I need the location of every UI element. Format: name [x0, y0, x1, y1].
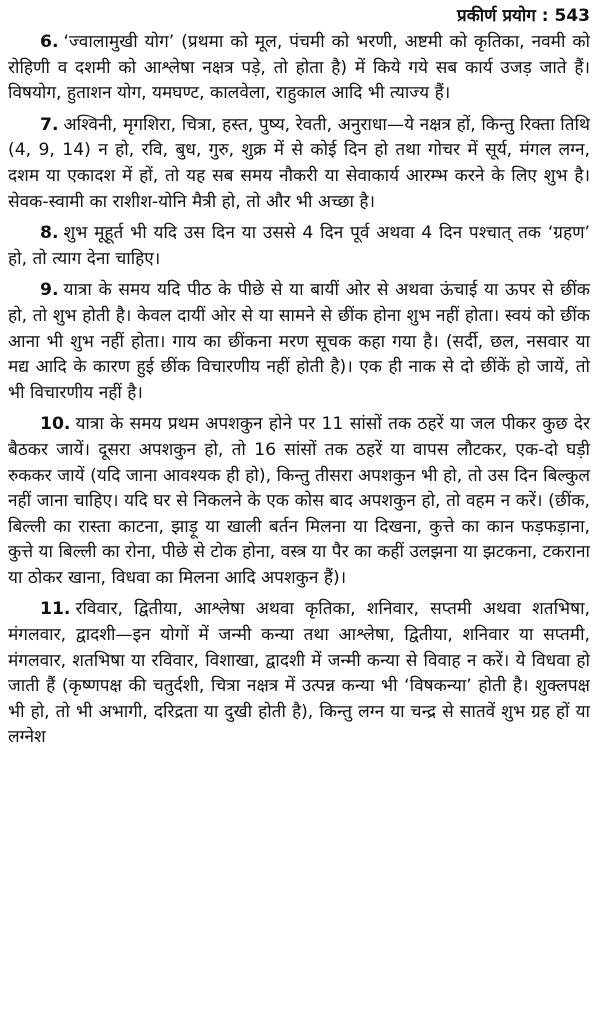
paragraph-number: 10. — [40, 414, 71, 435]
paragraph-text: शुभ मूहूर्त भी यदि उस दिन या उससे 4 दिन पूर्व अथवा 4 दिन पश्चात् तक ‘ग्रहण’ हो, तो त्याग देना चाहिए। — [8, 223, 590, 269]
paragraph-number: 11. — [40, 599, 71, 620]
paragraph-10 — [8, 412, 590, 591]
paragraph-text: रविवार, द्वितीया, आश्लेषा अथवा कृतिका, शनिवार, सप्तमी अथवा शतभिषा, मंगलवार, द्वादशी—इन योगों में जन्मी कन्या तथा आश्लेषा, द्वितीया, शनिवार या सप्तमी, मंगलवार, शतभिषा या रविवार, विशाखा, द्वादशी में जन्मी कन्या से विवाह न करें। ये विधवा हो जाती हैं (कृष्णपक्ष की चतुर्दशी, चित्रा नक्षत्र में उत्पन्न कन्या भी ‘विषकन्या’ होती है। शुक्लपक्ष भी हो, तो भी अभागी, दरिद्रता या दुखी होती है), किन्तु लग्न या चन्द्र से सातवें शुभ ग्रह हों या लग्नेश — [8, 599, 590, 748]
paragraph-6 — [8, 30, 590, 107]
paragraph-text: अश्विनी, मृगशिरा, चित्रा, हस्त, पुष्य, रेवती, अनुराधा—ये नक्षत्र हों, किन्तु रिक्ता तिथि (4, 9, 14) न हो, रवि, बुध, गुरु, शुक्र में से कोई दिन हो तथा गोचर में सूर्य, मंगल लग्न, दशम या एकादश में हों, तो यह सब समय नौकरी या सेवाकार्य आरम्भ करने के लिए शुभ है। सेवक-स्वामी का राशीश-योनि मैत्री हो, तो और भी अच्छा है। — [8, 114, 590, 212]
paragraph-text: ‘ज्वालामुखी योग’ (प्रथमा को मूल, पंचमी को भरणी, अष्टमी को कृतिका, नवमी को रोहिणी व दशमी को आश्लेषा नक्षत्र पड़े, तो होता है) में किये गये सब कार्य उजड़ जाते हैं। विषयोग, हुताशन योग, यमघण्ट, कालवेला, राहुकाल आदि भी त्याज्य हैं। — [8, 32, 590, 104]
paragraph-number: 7. — [40, 114, 59, 135]
paragraph-number: 8. — [40, 223, 59, 244]
paragraph-9 — [8, 278, 590, 406]
paragraph-text: यात्रा के समय यदि पीठ के पीछे से या बायीं ओर से अथवा ऊंचाई या ऊपर से छींक हो, तो शुभ होती है। केवल दायीं ओर से या सामने से छींक होना शुभ नहीं होता। स्वयं को छींक आना भी शुभ नहीं होता। गाय का छींकना मरण सूचक कहा गया है। (सर्दी, छल, नसवार या मद्य आदि के कारण हुई छींक विचारणीय नहीं होती है)। एक ही नाक से दो छींकें हो जायें, तो भी विचारणीय नहीं है। — [8, 280, 590, 403]
paragraph-number: 9. — [40, 280, 59, 301]
paragraph-8 — [8, 221, 590, 272]
paragraph-text: यात्रा के समय प्रथम अपशकुन होने पर 11 सांसों तक ठहरें या जल पीकर कुछ देर बैठकर जायें। दूसरा अपशकुन हो, तो 16 सांसों तक ठहरें या वापस लौटकर, एक-दो घड़ी रुककर जायें (यदि जाना आवश्यक ही हो), किन्तु तीसरा अपशकुन भी हो, तो उस दिन बिल्कुल नहीं जाना चाहिए। यदि घर से निकलने के एक कोस बाद अपशकुन हो, तो वहम न करें। (छींक, बिल्ली का रास्ता काटना, झाड़ू या खाली बर्तन मिलना या दिखना, कुत्ते का कान फड़फड़ाना, कुत्ते या बिल्ली का रोना, पीछे से टोक होना, वस्त्र या पैर का कहीं उलझना या झटकना, टकराना या ठोकर खाना, विधवा का मिलना आदि अपशकुन हैं)। — [8, 414, 590, 588]
running-header: प्रकीर्ण प्रयोग : 543 — [457, 6, 590, 26]
paragraph-7 — [8, 113, 590, 215]
paragraph-number: 6. — [40, 32, 59, 52]
page-body — [8, 30, 590, 751]
paragraph-11 — [8, 597, 590, 751]
